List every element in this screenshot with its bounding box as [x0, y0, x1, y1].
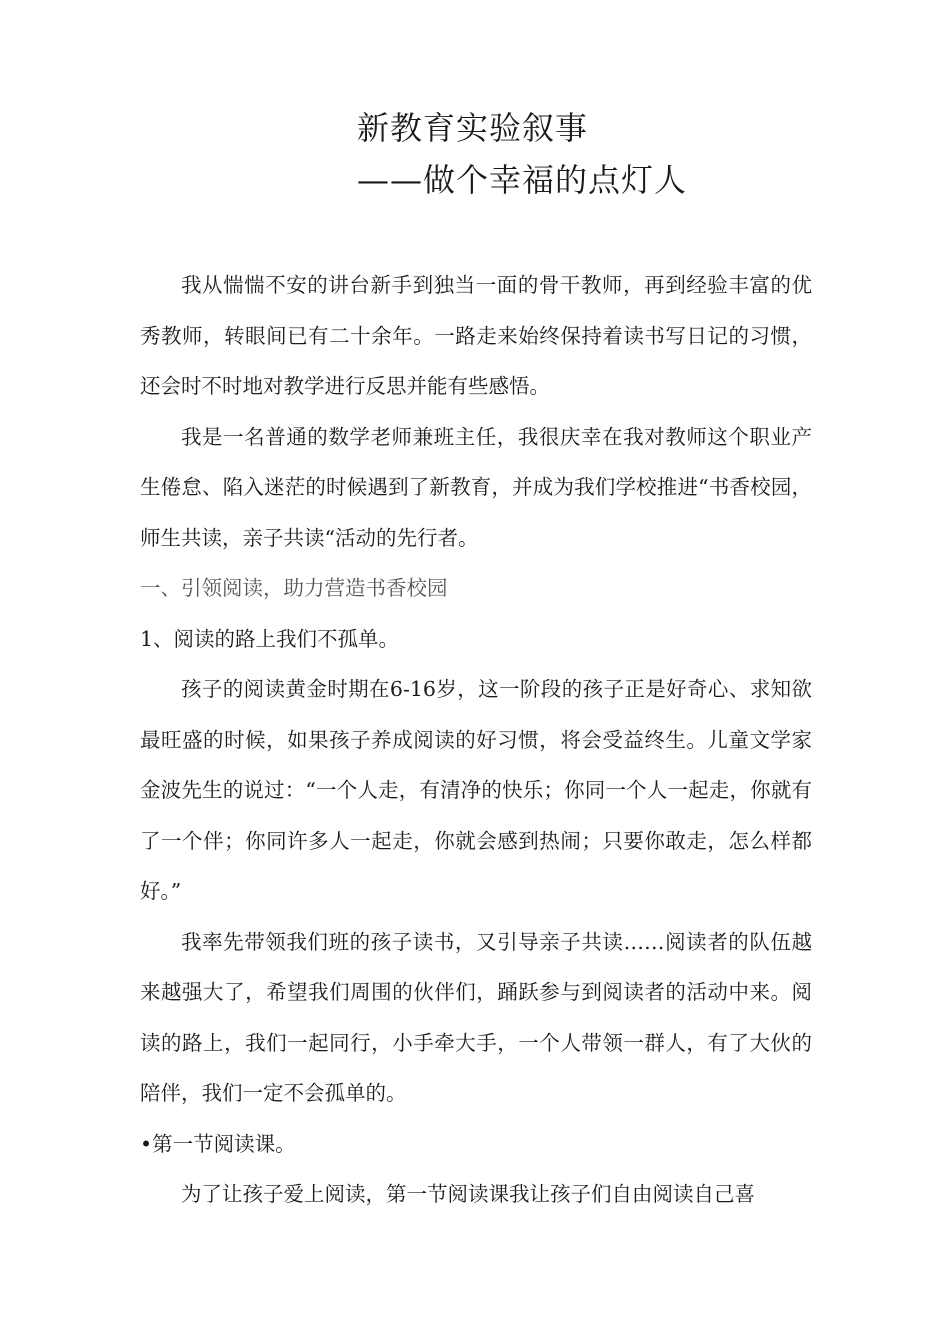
- bullet-first-reading-class: •第一节阅读课。: [140, 1131, 296, 1156]
- page-subtitle: ——做个幸福的点灯人: [357, 161, 688, 199]
- page-title: 新教育实验叙事: [357, 109, 589, 147]
- paragraph-new-education: 我是一名普通的数学老师兼班主任，我很庆幸在我对教师这个职业产生倦怠、陷入迷茫的时候遇到了新教育，并成为我们学校推进“书香校园，师生共读，亲子共读“活动的先行者。: [140, 424, 812, 550]
- section-heading-1: 一、引领阅读，助力营造书香校园: [140, 576, 448, 600]
- paragraph-first-reading-class: 为了让孩子爱上阅读，第一节阅读课我让孩子们自由阅读自己喜: [181, 1182, 755, 1206]
- paragraph-intro: 我从惴惴不安的讲台新手到独当一面的骨干教师，再到经验丰富的优秀教师，转眼间已有二十余年。一路走来始终保持着读书写日记的习惯，还会时不时地对教学进行反思并能有些感悟。: [140, 273, 812, 398]
- paragraph-leading-reading: 我率先带领我们班的孩子读书，又引导亲子共读……阅读者的队伍越来越强大了，希望我们周围的伙伴们，踊跃参与到阅读者的活动中来。阅读的路上，我们一起同行，小手牵大手，一个人带领一群人，有了大伙的陪伴，我们一定不会孤单的。: [140, 929, 812, 1105]
- subsection-heading-1: 1、阅读的路上我们不孤单。: [140, 626, 400, 651]
- document-body: [140, 260, 812, 1220]
- paragraph-reading-golden-age: 孩子的阅读黄金时期在6-16岁，这一阶段的孩子正是好奇心、求知欲最旺盛的时候，如果孩子养成阅读的好习惯，将会受益终生。儿童文学家金波先生的说过：“一个人走，有清净的快乐；你同一个人一起走，你就有了一个伴；你同许多人一起走，你就会感到热闹；只要你敢走，怎么样都好。”: [140, 677, 812, 903]
